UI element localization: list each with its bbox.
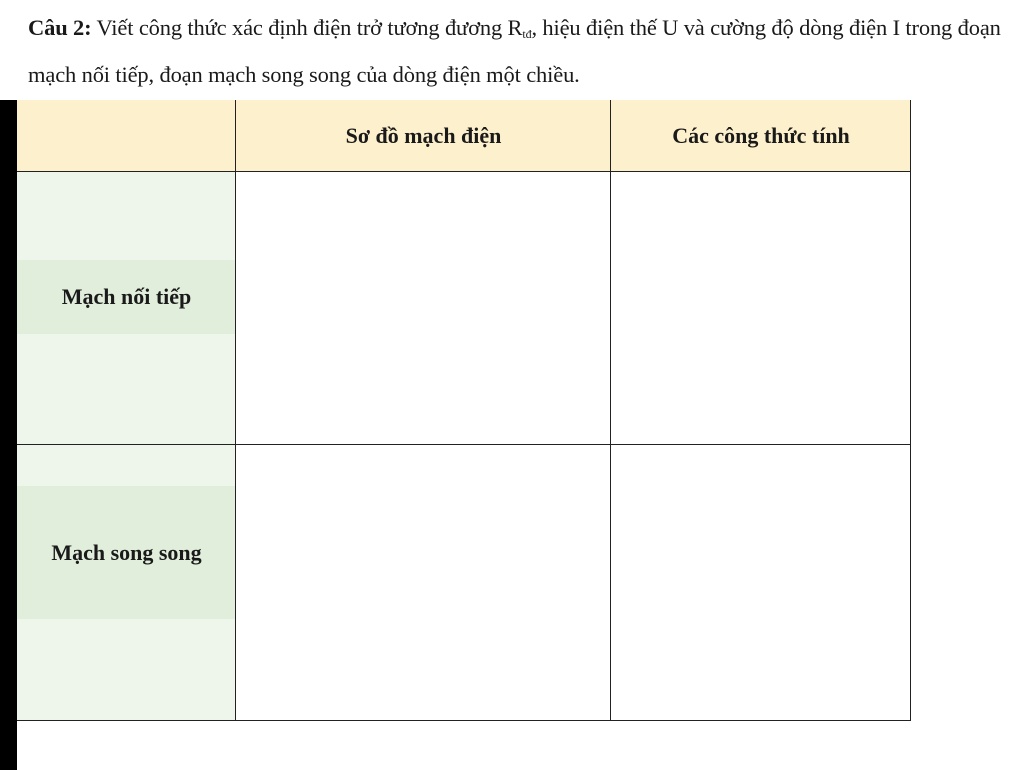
series-formula-cell[interactable] [611,172,911,445]
row-series-label-cell [17,172,236,445]
grid-line-right [910,100,911,721]
left-black-bar [0,100,17,770]
question-body-start: Viết công thức xác định điện trở tương đương R [91,15,523,40]
series-diagram-cell[interactable] [236,172,611,445]
grid-line-col1 [235,100,236,721]
grid-line-row-divider [17,444,911,445]
resistance-subscript: tđ [522,27,532,41]
header-circuit-diagram: Sơ đồ mạch điện [236,100,611,172]
question-text [28,4,1018,98]
row-series-label: Mạch nối tiếp [17,260,236,334]
row-parallel-label-cell [17,445,236,721]
answer-table [17,100,911,721]
question-number: Câu 2: [28,15,92,40]
grid-line-header-bottom [17,171,911,172]
row-parallel-label: Mạch song song [17,486,236,619]
question-body-end: , hiệu điện thế U và cường độ dòng điện I trong đoạn mạch nối tiếp, đoạn mạch song song của dòng điện một chiều. [28,15,1001,87]
header-cell-empty [17,100,236,172]
grid-line-col2 [610,100,611,721]
parallel-diagram-cell[interactable] [236,445,611,721]
grid-line-bottom [17,720,911,721]
parallel-formula-cell[interactable] [611,445,911,721]
header-formulas: Các công thức tính [611,100,911,172]
